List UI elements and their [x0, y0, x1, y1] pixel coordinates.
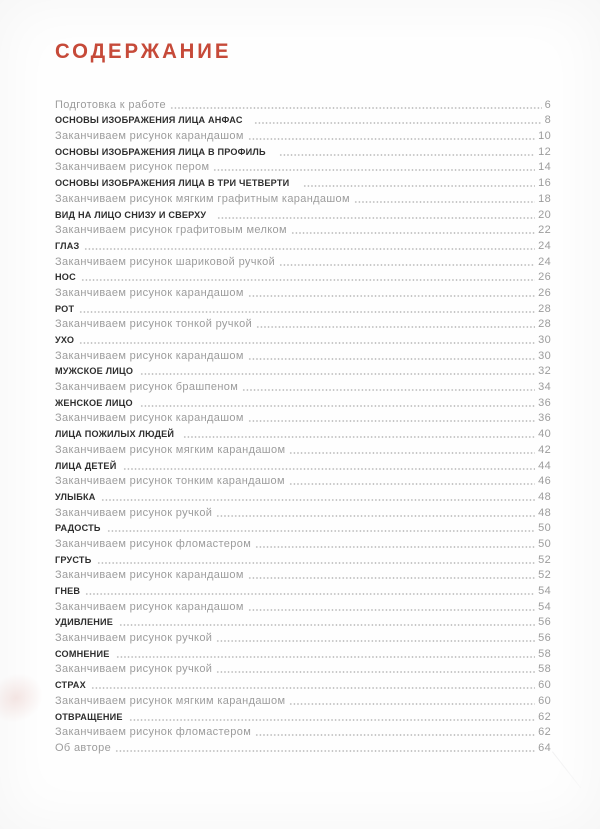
leader-dots — [254, 122, 541, 124]
toc-row — [55, 504, 551, 520]
toc-entry-label: ЛИЦА ПОЖИЛЫХ ЛЮДЕЙ — [55, 429, 175, 441]
toc-row — [55, 112, 551, 128]
toc-entry-label: УЛЫБКА — [55, 491, 96, 503]
toc-entry-label: УХО — [55, 335, 75, 346]
toc-entry-label: Заканчиваем рисунок мягким карандашом — [55, 694, 286, 707]
leader-dots — [303, 185, 535, 187]
toc-entry-label: Заканчиваем рисунок мягким карандашом — [55, 443, 286, 456]
leader-dots — [248, 609, 535, 611]
leader-dots — [289, 452, 535, 454]
page-number: 60 — [538, 679, 551, 692]
page-number: 44 — [538, 459, 551, 472]
toc-entry-label: Заканчиваем рисунок тонкой ручкой — [55, 318, 253, 331]
toc-entry-label: Заканчиваем рисунок фломастером — [55, 537, 252, 550]
leader-dots — [115, 750, 535, 752]
toc-row — [55, 582, 551, 598]
toc-row — [55, 598, 551, 614]
toc-row — [55, 645, 551, 661]
toc-entry-label: Заканчиваем рисунок графитовым мелком — [55, 224, 287, 237]
toc-row — [55, 347, 551, 363]
leader-dots — [248, 138, 535, 140]
leader-dots — [79, 342, 535, 344]
toc-entry-label: Заканчиваем рисунок карандашом — [55, 286, 244, 299]
page-number: 32 — [538, 365, 551, 378]
page-number: 62 — [538, 726, 551, 739]
toc-row — [55, 190, 551, 206]
toc-row — [55, 363, 551, 379]
page-number: 8 — [544, 114, 551, 127]
toc-entry-label: Заканчиваем рисунок ручкой — [55, 506, 213, 519]
page-number: 10 — [538, 130, 551, 143]
page-number: 58 — [538, 663, 551, 676]
leader-dots — [84, 248, 535, 250]
toc-row — [55, 300, 551, 316]
toc-entry-label: Заканчиваем рисунок карандашом — [55, 600, 244, 613]
page-number: 56 — [538, 616, 551, 629]
toc-entry-label: Об авторе — [55, 741, 112, 754]
page-number: 52 — [538, 553, 551, 566]
toc-row — [55, 284, 551, 300]
toc-entry-label: Заканчиваем рисунок карандашом — [55, 349, 244, 362]
toc-row — [55, 316, 551, 332]
toc-row — [55, 206, 551, 222]
toc-row — [55, 96, 551, 112]
leader-dots — [119, 624, 535, 626]
leader-dots — [213, 169, 535, 171]
leader-dots — [123, 468, 535, 470]
toc-entry-label: Заканчиваем рисунок карандашом — [55, 412, 244, 425]
leader-dots — [256, 326, 535, 328]
toc-row — [55, 708, 551, 724]
toc-entry-label: СТРАХ — [55, 680, 86, 692]
toc-entry-label: ОСНОВЫ ИЗОБРАЖЕНИЯ ЛИЦА В ТРИ ЧЕТВЕРТИ — [55, 178, 290, 190]
toc-row — [55, 614, 551, 630]
page-number: 6 — [544, 98, 551, 111]
toc-row — [55, 127, 551, 143]
leader-dots — [85, 593, 535, 595]
scan-smudge-artifact — [0, 662, 54, 734]
leader-dots — [279, 264, 535, 266]
toc-row — [55, 269, 551, 285]
toc-entry-label: РОТ — [55, 303, 75, 315]
leader-dots — [216, 640, 535, 642]
page-number: 48 — [538, 506, 551, 519]
toc-entry-label: Подготовка к работе — [55, 98, 166, 111]
leader-dots — [140, 405, 535, 407]
page-title: СОДЕРЖАНИЕ — [55, 40, 232, 63]
toc-row — [55, 174, 551, 190]
leader-dots — [255, 734, 535, 736]
toc-entry-label: Заканчиваем рисунок ручкой — [55, 632, 213, 645]
page-number: 24 — [538, 239, 551, 252]
page-number: 28 — [538, 318, 551, 331]
leader-dots — [248, 577, 535, 579]
page-number: 36 — [538, 396, 551, 409]
leader-dots — [129, 719, 535, 721]
toc-row — [55, 473, 551, 489]
page-number: 62 — [538, 710, 551, 723]
toc-entry-label: НОС — [55, 272, 76, 284]
leader-dots — [183, 436, 535, 438]
toc-row — [55, 394, 551, 410]
leader-dots — [279, 154, 536, 156]
toc-entry-label: ЛИЦА ДЕТЕЙ — [55, 460, 117, 472]
toc-row — [55, 535, 551, 551]
page-number: 48 — [538, 490, 551, 503]
leader-dots — [97, 562, 535, 564]
page-number: 36 — [538, 412, 551, 425]
toc-row — [55, 457, 551, 473]
toc-entry-label: Заканчиваем рисунок карандашом — [55, 130, 244, 143]
leader-dots — [291, 232, 535, 234]
leader-dots — [91, 687, 535, 689]
toc-entry-label: ОСНОВЫ ИЗОБРАЖЕНИЯ ЛИЦА АНФАС — [55, 115, 243, 127]
toc-row — [55, 488, 551, 504]
toc-entry-label: Заканчиваем рисунок фломастером — [55, 726, 252, 739]
page-number: 52 — [538, 569, 551, 582]
page-number: 28 — [538, 302, 551, 315]
leader-dots — [216, 515, 535, 517]
leader-dots — [354, 201, 535, 203]
page-number: 30 — [538, 349, 551, 362]
toc-row — [55, 567, 551, 583]
page-number: 50 — [538, 522, 551, 535]
page-number: 64 — [538, 741, 551, 754]
page-number: 50 — [538, 537, 551, 550]
leader-dots — [170, 107, 542, 109]
toc-entry-label: СОМНЕНИЕ — [55, 648, 110, 660]
toc-entry-label: Заканчиваем рисунок шариковой ручкой — [55, 255, 276, 268]
page-number: 58 — [538, 647, 551, 660]
toc-entry-label: Заканчиваем рисунок мягким графитным карандашом — [55, 192, 350, 205]
page-number: 18 — [538, 192, 551, 205]
toc-entry-label: ГЛАЗ — [55, 240, 80, 252]
leader-dots — [242, 389, 535, 391]
page-number: 54 — [538, 600, 551, 613]
toc-entry-label: ЖЕНСКОЕ ЛИЦО — [55, 397, 133, 409]
toc-row — [55, 143, 551, 159]
page-number: 26 — [538, 271, 551, 284]
toc-entry-label: Заканчиваем рисунок ручкой — [55, 663, 213, 676]
leader-dots — [255, 546, 535, 548]
page-number: 40 — [538, 428, 551, 441]
page-number: 46 — [538, 475, 551, 488]
leader-dots — [248, 295, 535, 297]
page-number: 34 — [538, 381, 551, 394]
toc-entry-label: Заканчиваем рисунок карандашом — [55, 569, 244, 582]
page-number: 30 — [538, 334, 551, 346]
toc-row — [55, 378, 551, 394]
leader-dots — [101, 499, 535, 501]
toc-entry-label: УДИВЛЕНИЕ — [55, 617, 114, 629]
toc-entry-label: РАДОСТЬ — [55, 523, 101, 535]
leader-dots — [116, 656, 535, 658]
leader-dots — [289, 703, 535, 705]
toc-entry-label: Заканчиваем рисунок тонким карандашом — [55, 475, 285, 488]
toc-row — [55, 724, 551, 740]
leader-dots — [216, 671, 535, 673]
page-number: 54 — [538, 585, 551, 597]
toc-entry-label: МУЖСКОЕ ЛИЦО — [55, 366, 134, 378]
toc-row — [55, 253, 551, 269]
page-number: 26 — [538, 286, 551, 299]
toc-row — [55, 676, 551, 692]
page-number: 42 — [538, 443, 551, 456]
leader-dots — [248, 420, 535, 422]
page-number: 14 — [538, 161, 551, 174]
toc-row — [55, 222, 551, 238]
toc-row — [55, 425, 551, 441]
scan-crease-artifact — [552, 751, 581, 788]
page-number: 60 — [538, 694, 551, 707]
toc-entry-label: ГНЕВ — [55, 586, 81, 597]
page-number: 16 — [538, 177, 551, 190]
toc-row — [55, 739, 551, 755]
toc-entry-label: Заканчиваем рисунок брашпеном — [55, 381, 239, 394]
leader-dots — [248, 358, 535, 360]
leader-dots — [81, 279, 535, 281]
toc-row — [55, 551, 551, 567]
toc-entry-label: ВИД НА ЛИЦО СНИЗУ И СВЕРХУ — [55, 209, 207, 221]
toc-row — [55, 661, 551, 677]
leader-dots — [79, 311, 535, 313]
leader-dots — [107, 530, 536, 532]
page-number: 12 — [538, 145, 551, 158]
leader-dots — [217, 217, 536, 219]
toc-row — [55, 441, 551, 457]
toc-entry-label: ОСНОВЫ ИЗОБРАЖЕНИЯ ЛИЦА В ПРОФИЛЬ — [55, 146, 266, 158]
page-number: 24 — [538, 255, 551, 268]
page-number: 20 — [538, 208, 551, 221]
toc-row — [55, 520, 551, 536]
toc-row — [55, 629, 551, 645]
toc-row — [55, 331, 551, 347]
page-number: 22 — [538, 224, 551, 237]
page-number: 56 — [538, 632, 551, 645]
leader-dots — [140, 373, 535, 375]
toc-row — [55, 692, 551, 708]
toc-entry-label: ГРУСТЬ — [55, 554, 92, 566]
toc-row — [55, 159, 551, 175]
toc-list — [55, 96, 551, 755]
toc-entry-label: ОТВРАЩЕНИЕ — [55, 711, 123, 723]
toc-row — [55, 410, 551, 426]
toc-row — [55, 237, 551, 253]
leader-dots — [289, 483, 535, 485]
toc-entry-label: Заканчиваем рисунок пером — [55, 161, 210, 174]
